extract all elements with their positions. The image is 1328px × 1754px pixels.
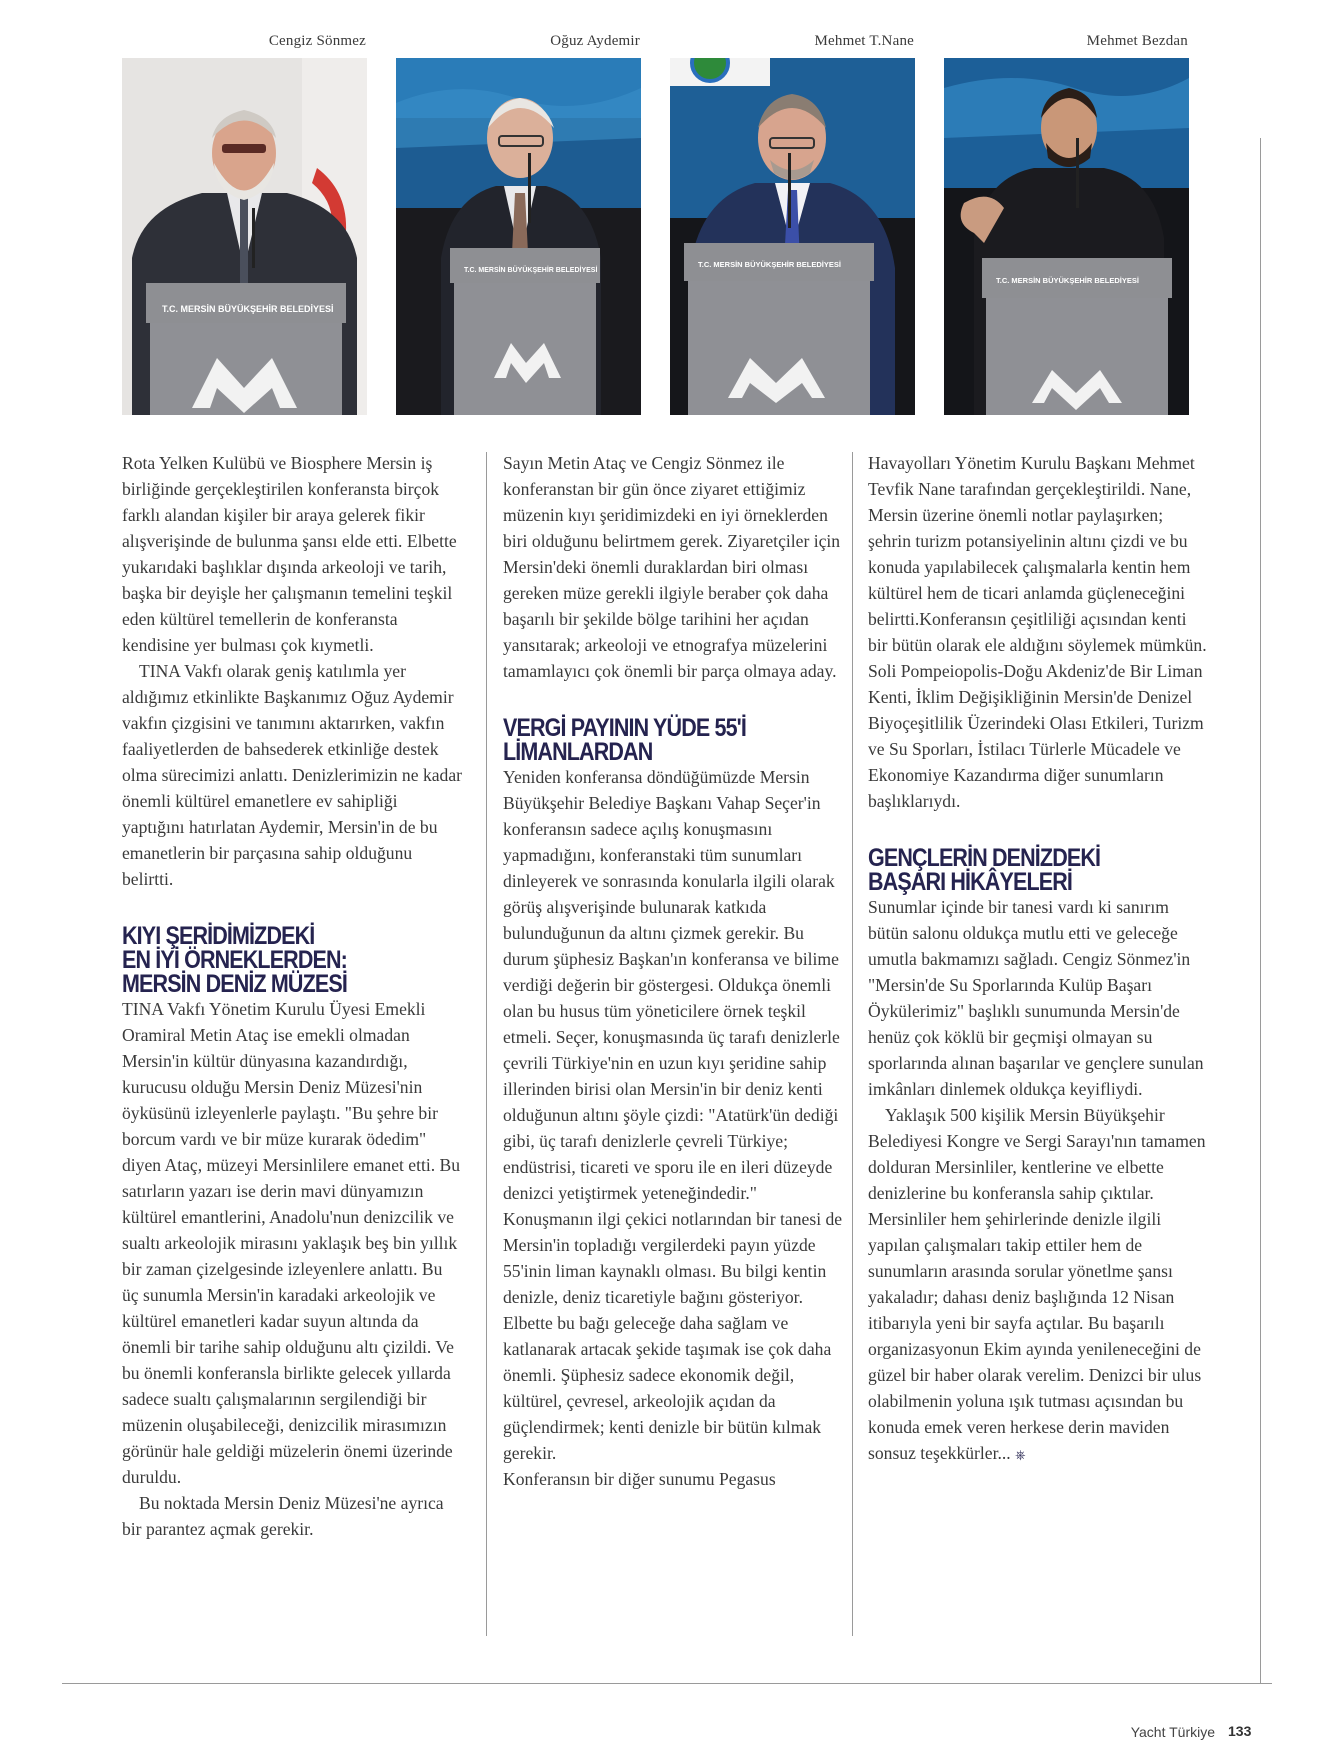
- page-bottom-rule: [62, 1683, 1272, 1684]
- col3-paragraph-2: Sunumlar içinde bir tanesi vardı ki sanırım bütün salonu oldukça mutlu etti ve geleceğe umutla bakmamızı sağladı. Cengiz Sönmez'in "Mersin'de Su Sporlarında Kulüp Başarı Öykülerimiz" başlıklı sunumunda Mersin'de henüz çok köklü bir geçmişi olmayan su sporlarında alınan başarılar ve gençlere sunulan imkânları dinlemek oldukça keyifliydi.: [868, 897, 1204, 1099]
- photo-caption-2: Oğuz Aydemir: [550, 33, 640, 49]
- photo-caption-3: Mehmet T.Nane: [814, 33, 914, 49]
- col1-paragraph-3: TINA Vakfı Yönetim Kurulu Üyesi Emekli Oramiral Metin Ataç ise emekli olmadan Mersin'in kültür dünyasına kazandırdığı, kurucusu olduğu Mersin Deniz Müzesi'nin öyküsünü izleyenlerle paylaştı. "Bu şehre bir borcum vardı ve bir müze kurarak ödedim" diyen Ataç, müzeyi Mersinlilere emanet etti. Bu satırların yazarı ise derin mavi dünyamızın kültürel emantlerini, Anadolu'nun denizcilik ve sualtı arkeolojik mirasını yaklaşık beş bin yıllık bir zaman çizelgesinde izleyenlere anlattı. Bu üç sunumla Mersin'in karadaki arkeolojik ve kültürel emanetleri kadar suyun altında da önemli bir tarihe sahip olduğunu altı çizildi. Ve bu önemli konferansla birlikte gelecek yıllarda sadece sualtı çalışmalarının sergilendiği bir müzenin oluşabileceği, denizcilik mirasımızın görünür hale geldiği müzelerin önemi üzerinde duruldu.: [122, 999, 461, 1487]
- podium-label-1: T.C. MERSİN BÜYÜKŞEHİR BELEDİYESİ: [162, 304, 334, 314]
- page-side-rule: [1260, 138, 1261, 1683]
- speaker-photo-3-image: [670, 58, 915, 415]
- col2-paragraph-3: Konferansın bir diğer sunumu Pegasus: [503, 1469, 776, 1489]
- podium-label-2: T.C. MERSİN BÜYÜKŞEHİR BELEDİYESİ: [464, 267, 598, 274]
- page-number: 133: [1228, 1723, 1252, 1739]
- article-column-3: [868, 450, 1208, 1468]
- col1-paragraph-4: Bu noktada Mersin Deniz Müzesi'ne ayrıca bir parantez açmak gerekir.: [122, 1493, 444, 1539]
- photo-caption-4: Mehmet Bezdan: [1086, 33, 1188, 49]
- publication-name: Yacht Türkiye: [1130, 1724, 1215, 1740]
- speaker-photo-3: [670, 58, 915, 415]
- photo-caption-1: Cengiz Sönmez: [268, 33, 366, 49]
- speaker-photo-4: [944, 58, 1189, 415]
- podium-label-4: T.C. MERSİN BÜYÜKŞEHİR BELEDİYESİ: [996, 276, 1139, 285]
- col2-heading: VERGİ PAYININ YÜDE 55'İ LİMANLARDAN: [503, 714, 747, 766]
- speaker-photo-2-image: [396, 58, 641, 415]
- speaker-photo-1-image: [122, 58, 367, 415]
- speaker-photo-1: [122, 58, 367, 415]
- end-mark-icon: ⎈: [1015, 1447, 1026, 1462]
- col1-paragraph-1: Rota Yelken Kulübü ve Biosphere Mersin iş birliğinde gerçekleştirilen konferansta birçok farklı alandan kişiler bir araya gelerek fikir alışverişinde de bulunma şansı elde etti. Elbette yukarıdaki başlıklar dışında arkeoloji ve tarih, başka bir deyişle her çalışmanın temelini teşkil eden kültürel temellerin de konferansta kendisine yer bulması çok kıymetli.: [122, 453, 457, 655]
- speaker-photo-4-image: [944, 58, 1189, 415]
- col3-paragraph-1: Havayolları Yönetim Kurulu Başkanı Mehmet Tevfik Nane tarafından gerçekleştirildi. Nane, Mersin üzerine önemli notlar paylaşırken; şehrin turizm potansiyelinin altını çizdi ve bu konuda yapılabilecek çalışmalarla kentin hem kültürel hem de ticari anlamda güçleneceğini belirtti.Konferansın çeşitliliği açısından kenti bir bütün olarak ele aldığını söylemek mümkün. Soli Pompeiopolis-Doğu Akdeniz'de Bir Liman Kenti, İklim Değişikliğinin Mersin'de Denizel Biyoçeşitlilik Üzerindeki Olası Etkileri, Turizm ve Su Sporları, İstilacı Türlerle Mücadele ve Ekonomiye Kazandırma diğer sunumların başlıklarıydı.: [868, 453, 1207, 811]
- article-column-1: [122, 450, 462, 1542]
- col2-paragraph-2: Yeniden konferansa döndüğümüzde Mersin Büyükşehir Belediye Başkanı Vahap Seçer'in konferansın sadece açılış konuşmasını yapmadığını, konferanstaki tüm sunumları dinleyerek ve sonrasında konularla ilgili olarak görüş alışverişinde bulunarak katkıda bulunduğunun da altını çizmek gerekir. Bu durum şüphesiz Başkan'ın konferansa ve bilime verdiği değerin bir göstergesi. Oldukça önemli olan bu husus tüm yöneticilere örnek teşkil etmeli. Seçer, konuşmasında üç tarafı denizlerle çevrili Türkiye'nin en uzun kıyı şeridine sahip illerinden birisi olan Mersin'in bir deniz kenti olduğunun altını şöyle çizdi: "Atatürk'ün dediği gibi, üç tarafı denizlerle çevreli Türkiye; endüstrisi, ticareti ve sporu ile en ileri düzeyde denizci yetiştirmek yeteneğindedir." Konuşmanın ilgi çekici notlarından bir tanesi de Mersin'in topladığı vergilerdeki payın yüzde 55'inin liman kaynaklı olması. Bu bilgi kentin denizle, deniz ticaretiyle bağını gösteriyor. Elbette bu bağı geleceğe daha sağlam ve katlanarak artacak şekide taşımak ise çok daha önemli. Şüphesiz sadece ekonomik değil, kültürel, çevresel, arkeolojik açıdan da güçlendirmek; kenti denizle bir bütün kılmak gerekir.: [503, 767, 843, 1463]
- col1-paragraph-2: TINA Vakfı olarak geniş katılımla yer aldığımız etkinlikte Başkanımız Oğuz Aydemir vakfın çizgisini ve tanımını aktarırken, vakfın faaliyetlerden de bahsederek etkinliğe destek olma sürecimizi anlattı. Denizlerimizin ne kadar önemli kültürel emanetlere ev sahipliği yaptığını hatırlatan Aydemir, Mersin'in de bu emanetlerin bir parçasına sahip olduğunu belirtti.: [122, 661, 463, 889]
- podium-label-3: T.C. MERSİN BÜYÜKŞEHİR BELEDİYESİ: [698, 260, 841, 269]
- article-column-2: [503, 450, 843, 1492]
- col2-paragraph-1: Sayın Metin Ataç ve Cengiz Sönmez ile konferanstan bir gün önce ziyaret ettiğimiz müzenin kıyı şeridimizdeki en iyi örneklerden biri olduğunu belirtmem gerek. Ziyaretçiler için Mersin'deki önemli duraklardan biri olması gereken müze gerekli ilgiyle beraber çok daha başarılı bir şekilde bölge tarihini her açıdan yansıtarak; arkeoloji ve etnografya müzelerini tamamlayıcı çok önemli bir parça olmaya aday.: [503, 453, 841, 681]
- col3-paragraph-3: Yaklaşık 500 kişilik Mersin Büyükşehir Belediyesi Kongre ve Sergi Sarayı'nın tamamen dolduran Mersinliler, kentlerine ve elbette denizlerine bu konferansla sahip çıktılar. Mersinliler hem şehirlerinde denizle ilgili yapılan çalışmaları takip ettiler hem de sunumların arasında sorular yönetlme şansı yakaladır; dahası deniz başlığında 12 Nisan itibarıyla yeni bir sayfa açtılar. Bu başarılı organizasyonun Ekim ayında yenileneceğini de güzel bir haber olarak verelim. Denizci bir ulus olabilmenin yoluna ışık tutması açısından bu konuda emek veren herkese derin maviden sonsuz teşekkürler...: [868, 1105, 1206, 1463]
- column-divider-1: [486, 452, 487, 1636]
- col1-heading: KIYI ŞERİDİMİZDEKİ EN İYİ ÖRNEKLERDEN: MERSİN DENİZ MÜZESİ: [122, 922, 347, 998]
- speaker-photo-2: [396, 58, 641, 415]
- col3-heading: GENÇLERİN DENİZDEKİ BAŞARI HİKÂYELERİ: [868, 844, 1101, 896]
- column-divider-2: [852, 452, 853, 1636]
